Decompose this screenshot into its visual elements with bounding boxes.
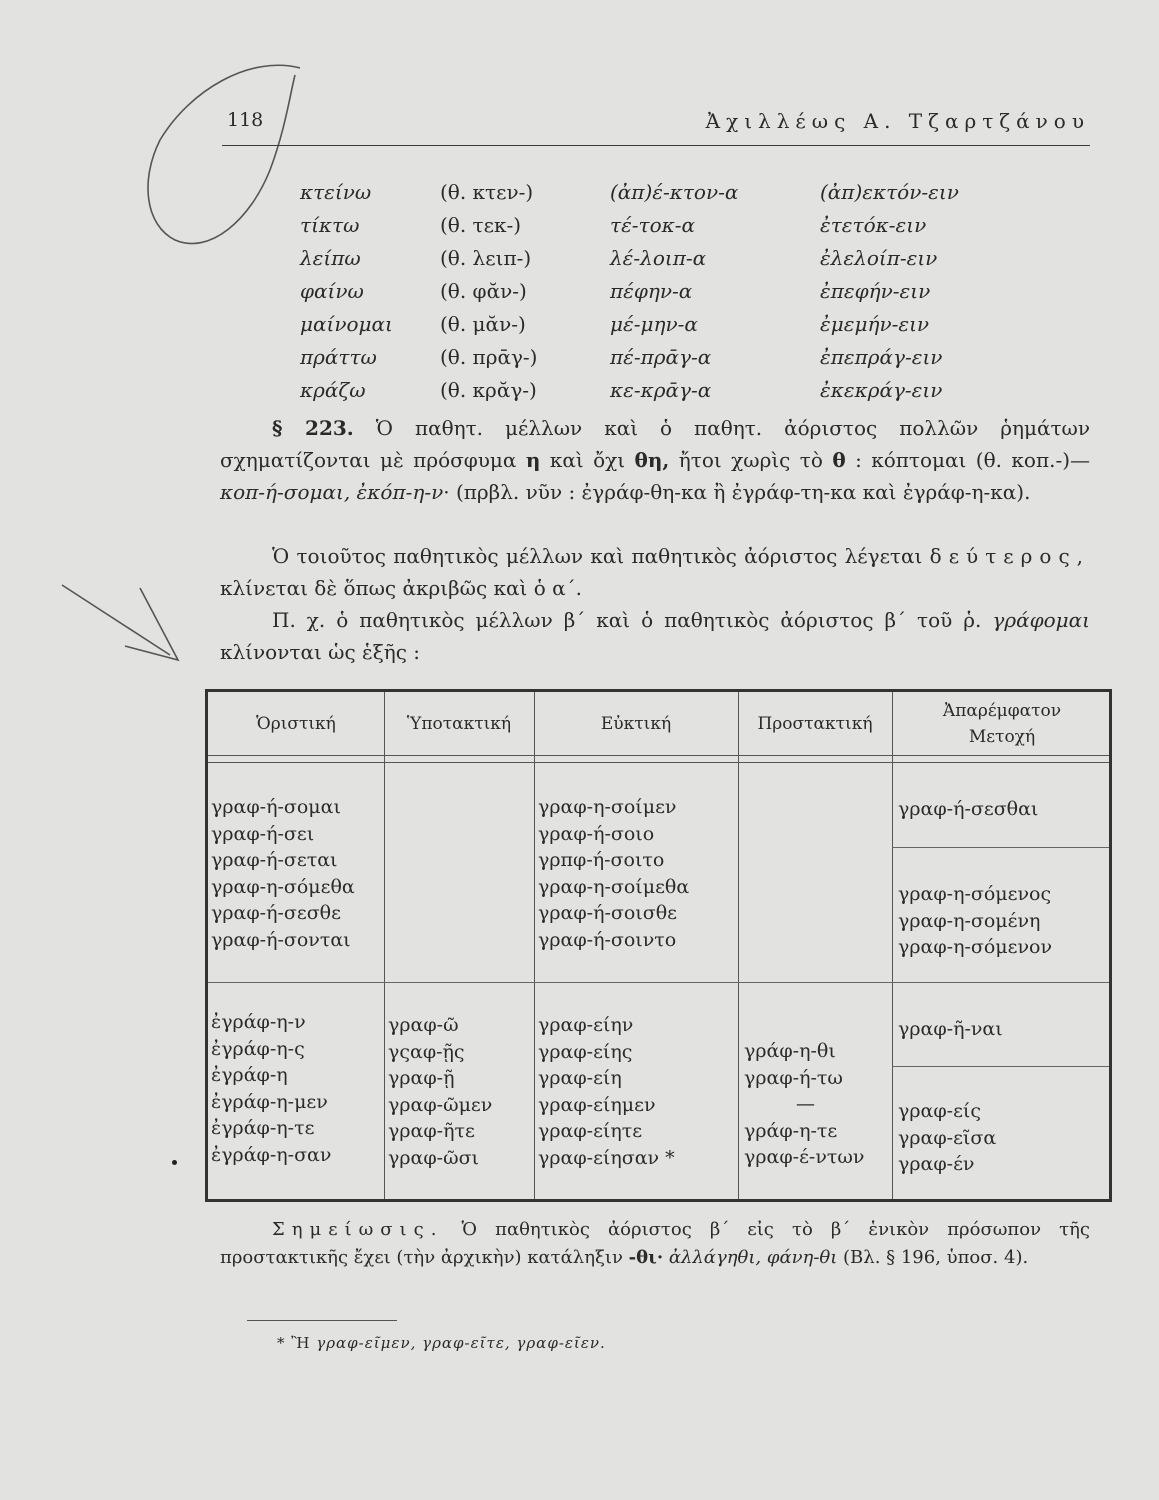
- verb-lemma: λείπω: [300, 245, 361, 270]
- paragraph-text: κλίνεται δὲ ὅπως ἀκριβῶς καὶ ὁ α΄.: [220, 576, 582, 600]
- margin-dot: [172, 1160, 177, 1165]
- section-text: : κόπτομαι (θ. κοπ.-)—: [855, 448, 1091, 472]
- conjugation-table: [205, 689, 1112, 1202]
- verb-pluperfect: (ἀπ)εκτόν-ειν: [820, 179, 959, 204]
- header-imperative: Προστακτική: [757, 714, 873, 734]
- aorist-infinitive: γραφ-ῆ-ναι: [898, 1018, 1003, 1040]
- future-infinitive: γραφ-ή-σεσθαι: [898, 798, 1039, 820]
- suffix-eta: η: [525, 448, 541, 472]
- form: γρπφ-ή-σοιτο: [538, 849, 665, 871]
- verb-stem: (θ. κτεν-): [440, 179, 534, 204]
- running-head: Ἀχιλλέως Α. Τζαρτζάνου: [705, 109, 1090, 133]
- paragraph-text: Ὁ τοιοῦτος παθητικὸς μέλλων καὶ παθητικὸς ἀόριστος λέγεται: [272, 544, 923, 568]
- verb-lemma: κτείνω: [300, 179, 372, 204]
- form: γραφ-είησαν *: [538, 1146, 675, 1169]
- aorist-imperative: [744, 1038, 864, 1171]
- footnote: [277, 1334, 606, 1352]
- verb-perfect: πέ-πρᾱγ-α: [610, 344, 712, 369]
- form: γραφ-έν: [898, 1153, 975, 1175]
- verb-stem: (θ. πρᾱγ-): [440, 344, 538, 369]
- form: γραφ-ή-σοιο: [538, 822, 655, 845]
- form: γραφ-ή-σομαι: [211, 796, 341, 818]
- header-rule: [208, 755, 1109, 756]
- verb-lemma: τίκτω: [300, 212, 360, 237]
- form: ἐγράφ-η-τε: [211, 1117, 315, 1139]
- form: ἐγράφ-η-ς: [211, 1037, 305, 1060]
- verb-row: [300, 241, 959, 274]
- example-verb: γράφομαι: [992, 608, 1090, 632]
- form: γραφ-είης: [538, 1040, 633, 1063]
- future-optative: [538, 794, 689, 953]
- verb-row: [300, 373, 959, 406]
- verb-row: [300, 175, 959, 208]
- form: γςαφ-ῇς: [388, 1040, 465, 1063]
- example-paragraph: [220, 604, 1090, 668]
- form: γραφ-ή-σοισθε: [538, 902, 677, 924]
- page-number: 118: [227, 109, 264, 131]
- verb-perfect: τέ-τοκ-α: [610, 212, 696, 237]
- form: γράφ-η-τε: [744, 1119, 838, 1142]
- suffix-theta-eta: θη,: [634, 448, 670, 472]
- second-tense-paragraph: [220, 540, 1090, 604]
- section-223-paragraph: [220, 412, 1090, 508]
- verb-perfect: κε-κρᾱγ-α: [610, 377, 712, 402]
- header-participle: Μετοχή: [968, 727, 1036, 747]
- note-paragraph: [220, 1216, 1090, 1272]
- form: γραφ-είητε: [538, 1120, 643, 1142]
- example-forms: κοπ-ή-σομαι, ἐκόπ-η-ν: [220, 480, 444, 504]
- verb-row: [300, 274, 959, 307]
- form: γραφ-έ-ντων: [744, 1146, 865, 1168]
- verb-stem: (θ. λειπ-): [440, 245, 532, 270]
- form: γραφ-ῶ: [388, 1014, 459, 1036]
- future-indicative: [211, 794, 355, 953]
- form: γραφ-η-σοίμεθα: [538, 875, 690, 898]
- column-divider: [384, 692, 385, 1199]
- verb-stem: (θ. φᾰν-): [440, 278, 527, 303]
- header-indicative: Ὁριστική: [256, 714, 336, 734]
- aorist-subjunctive: [388, 1012, 492, 1171]
- paragraph-text: κλίνονται ὡς ἑξῆς :: [220, 640, 421, 664]
- aorist-indicative: [211, 1009, 331, 1168]
- footnote-marker: * Ἢ: [277, 1334, 311, 1352]
- header-infinitive: Ἀπαρέμφατον: [942, 701, 1062, 721]
- form: γραφ-η-σόμεθα: [211, 875, 355, 898]
- form: γραφ-ή-τω: [744, 1066, 843, 1089]
- verb-lemma: μαίνομαι: [300, 311, 393, 336]
- verb-lemma: πράττω: [300, 344, 377, 369]
- paragraph-text: Π. χ. ὁ παθητικὸς μέλλων β΄ καὶ ὁ παθητικὸς ἀόριστος β΄ τοῦ ῥ.: [272, 608, 982, 632]
- verb-pluperfect: ἐπεπράγ-ειν: [820, 344, 943, 369]
- footnote-rule: [247, 1320, 397, 1321]
- section-text: · (πρβλ. νῦν : ἐγράφ-θη-κα ἢ ἐγράφ-τη-κα καὶ ἐγράφ-η-κα).: [443, 480, 1031, 504]
- note-text: Ὁ παθητικὸς ἀόριστος β΄ εἰς τὸ β΄ ἑνικὸν πρόσωπον τῆς προστακτικῆς ἔχει (τὴν ἀρχικὴν) κατάληξιν: [220, 1219, 1090, 1268]
- spaced-term: δεύτερος,: [929, 544, 1090, 568]
- form: ἐγράφ-η: [211, 1064, 288, 1086]
- verb-row: [300, 208, 959, 241]
- column-divider: [738, 692, 739, 1199]
- verb-perfect: λέ-λοιπ-α: [610, 245, 707, 270]
- aorist-participle: [898, 1098, 996, 1178]
- verb-pluperfect: ἐτετόκ-ειν: [820, 212, 927, 237]
- note-label: Σημείωσις.: [272, 1219, 444, 1240]
- header-subjunctive: Ὑποτακτική: [406, 714, 512, 734]
- form: γραφ-ή-σεται: [211, 849, 338, 871]
- note-text: (Βλ. § 196, ὑποσ. 4).: [843, 1247, 1029, 1268]
- form: γραφ-η-σομένη: [898, 909, 1041, 932]
- letter-theta: θ: [832, 448, 846, 472]
- verb-perfect: (ἀπ)έ-κτον-α: [610, 179, 739, 204]
- cell-divider: [892, 847, 1109, 848]
- form: γραφ-η-σόμενον: [898, 936, 1053, 958]
- verb-pluperfect: ἐπεφήν-ειν: [820, 278, 931, 303]
- form: γραφ-ή-σεσθε: [211, 902, 341, 924]
- form: γραφ-ή-σει: [211, 822, 315, 845]
- form: γραφ-ῆτε: [388, 1120, 475, 1142]
- form: —: [796, 1093, 815, 1115]
- page-header: [222, 105, 1090, 146]
- section-text: Ὁ παθητ. μέλλων καὶ ὁ παθητ. ἀόριστος πολλῶν ῥημάτων σχηματίζονται μὲ πρόσφυμα: [220, 416, 1090, 472]
- verb-pluperfect: ἐκεκράγ-ειν: [820, 377, 943, 402]
- footnote-text: γραφ-εῖμεν, γραφ-εῖτε, γραφ-εῖεν.: [316, 1334, 606, 1352]
- note-ending: -θι·: [628, 1247, 664, 1268]
- section-text: ἤτοι χωρὶς τὸ: [678, 448, 823, 472]
- form: γραφ-είην: [538, 1014, 634, 1036]
- verb-stems-table: [300, 175, 959, 406]
- verb-pluperfect: ἐλελοίπ-ειν: [820, 245, 938, 270]
- verb-row: [300, 340, 959, 373]
- form: γραφ-ῶσι: [388, 1146, 479, 1169]
- column-divider: [892, 692, 893, 1199]
- form: γραφ-ή-σονται: [211, 928, 351, 951]
- form: γραφ-είη: [538, 1067, 622, 1089]
- aorist-optative: [538, 1012, 675, 1171]
- row-divider: [208, 982, 1109, 983]
- form: γραφ-ῇ: [388, 1067, 455, 1089]
- verb-stem: (θ. κρᾰγ-): [440, 377, 537, 402]
- verb-stem: (θ. μᾰν-): [440, 311, 526, 336]
- section-text: καὶ ὄχι: [549, 448, 626, 472]
- verb-lemma: κράζω: [300, 377, 366, 402]
- header-rule: [208, 762, 1109, 763]
- header-optative: Εὐκτική: [600, 714, 672, 734]
- form: γραφ-είς: [898, 1100, 982, 1122]
- verb-perfect: μέ-μην-α: [610, 311, 698, 336]
- note-examples: ἀλλάγηθι, φάνη-θι: [668, 1247, 838, 1268]
- form: ἐγράφ-η-ν: [211, 1011, 306, 1033]
- column-divider: [534, 692, 535, 1199]
- form: γραφ-ῶμεν: [388, 1093, 493, 1116]
- verb-stem: (θ. τεκ-): [440, 212, 522, 237]
- verb-lemma: φαίνω: [300, 278, 364, 303]
- verb-perfect: πέφην-α: [610, 278, 693, 303]
- form: γραφ-η-σοίμεν: [538, 796, 677, 818]
- form: γραφ-εῖσα: [898, 1126, 997, 1149]
- future-participle: [898, 881, 1052, 961]
- verb-pluperfect: ἐμεμήν-ειν: [820, 311, 930, 336]
- form: γραφ-ή-σοιντο: [538, 928, 677, 951]
- form: ἐγράφ-η-μεν: [211, 1090, 328, 1113]
- cell-divider: [892, 1066, 1109, 1067]
- verb-row: [300, 307, 959, 340]
- form: γράφ-η-θι: [744, 1040, 836, 1062]
- section-number: § 223.: [272, 416, 354, 440]
- form: γραφ-η-σόμενος: [898, 883, 1052, 905]
- form: γραφ-είημεν: [538, 1093, 656, 1116]
- form: ἐγράφ-η-σαν: [211, 1143, 332, 1166]
